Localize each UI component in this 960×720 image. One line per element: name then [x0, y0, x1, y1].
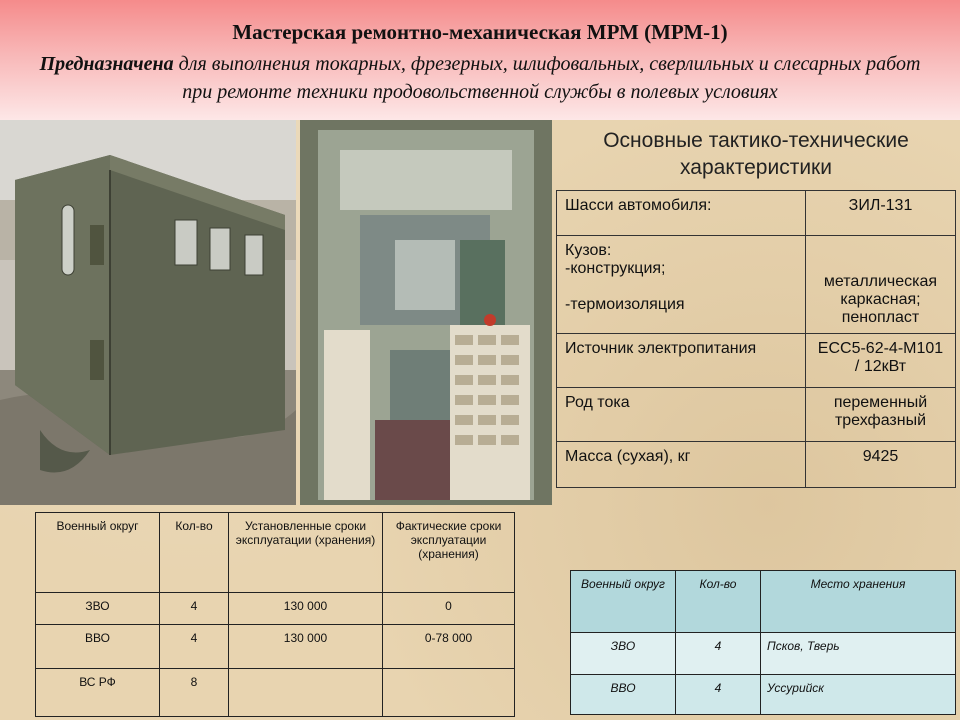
specs-row: [557, 236, 956, 334]
cell: Уссурийск: [761, 675, 956, 715]
table-row: [571, 633, 956, 675]
specs-row: [557, 388, 956, 442]
cell: ЗВО: [571, 633, 676, 675]
spec-label: Источник электропитания: [557, 334, 806, 388]
col-header-actual: Фактические сроки эксплуатации (хранения): [383, 513, 515, 593]
spec-value: переменный трехфазный: [806, 388, 956, 442]
col-header-district: Военный округ: [571, 571, 676, 633]
spec-label: [557, 236, 806, 334]
table-row: [36, 593, 515, 625]
cell: 130 000: [229, 625, 383, 669]
spec-label-line: -конструкция;: [565, 260, 666, 277]
exterior-photo: [0, 120, 296, 505]
slide-title: Мастерская ремонтно-механическая МРМ (МРМ-1): [232, 20, 728, 44]
storage-table-2: [570, 570, 956, 715]
col-header-district: Военный округ: [36, 513, 160, 593]
col-header-count: Кол-во: [160, 513, 229, 593]
cell: 4: [676, 633, 761, 675]
table-row: [36, 625, 515, 669]
specs-row: [557, 191, 956, 236]
storage-table-1: [35, 512, 515, 717]
cell: ВВО: [571, 675, 676, 715]
table-row: [36, 669, 515, 717]
cell: 130 000: [229, 593, 383, 625]
spec-label-line: Кузов:: [565, 242, 612, 259]
cell: ВС РФ: [36, 669, 160, 717]
spec-label: Масса (сухая), кг: [557, 442, 806, 488]
spec-value: ЕСС5-62-4-М101 / 12кВт: [806, 334, 956, 388]
purpose-bold: Предназначена: [39, 53, 174, 75]
specs-table: [556, 190, 956, 488]
cell: 4: [676, 675, 761, 715]
spec-value: 9425: [806, 442, 956, 488]
header-band: [0, 0, 960, 120]
col-header-planned: Установленные сроки эксплуатации (хранения): [229, 513, 383, 593]
spec-label: Род тока: [557, 388, 806, 442]
spec-value: металлическая каркасная; пенопласт: [806, 236, 956, 334]
cell: ЗВО: [36, 593, 160, 625]
cell: Псков, Тверь: [761, 633, 956, 675]
col-header-count: Кол-во: [676, 571, 761, 633]
cell: 4: [160, 593, 229, 625]
storage-table-1-header: [36, 513, 515, 593]
purpose-text: [30, 50, 930, 106]
col-header-location: Место хранения: [761, 571, 956, 633]
specs-title: Основные тактико-технические характеристики: [603, 129, 909, 179]
cell: 4: [160, 625, 229, 669]
spec-label: Шасси автомобиля:: [557, 191, 806, 236]
spec-value: ЗИЛ-131: [806, 191, 956, 236]
spec-label-spacer: [565, 278, 797, 296]
cell: [229, 669, 383, 717]
cell: ВВО: [36, 625, 160, 669]
cell: [383, 669, 515, 717]
storage-table-2-header: [571, 571, 956, 633]
purpose-body: для выполнения токарных, фрезерных, шлифовальных, сверлильных и слесарных работ при ремонте техники продовольственной службы в полевых условиях: [173, 53, 921, 103]
specs-row: [557, 442, 956, 488]
interior-photo: [300, 120, 552, 505]
spec-label-line: -термоизоляция: [565, 296, 685, 313]
specs-row: [557, 334, 956, 388]
cell: 0-78 000: [383, 625, 515, 669]
table-row: [571, 675, 956, 715]
cell: 0: [383, 593, 515, 625]
cell: 8: [160, 669, 229, 717]
